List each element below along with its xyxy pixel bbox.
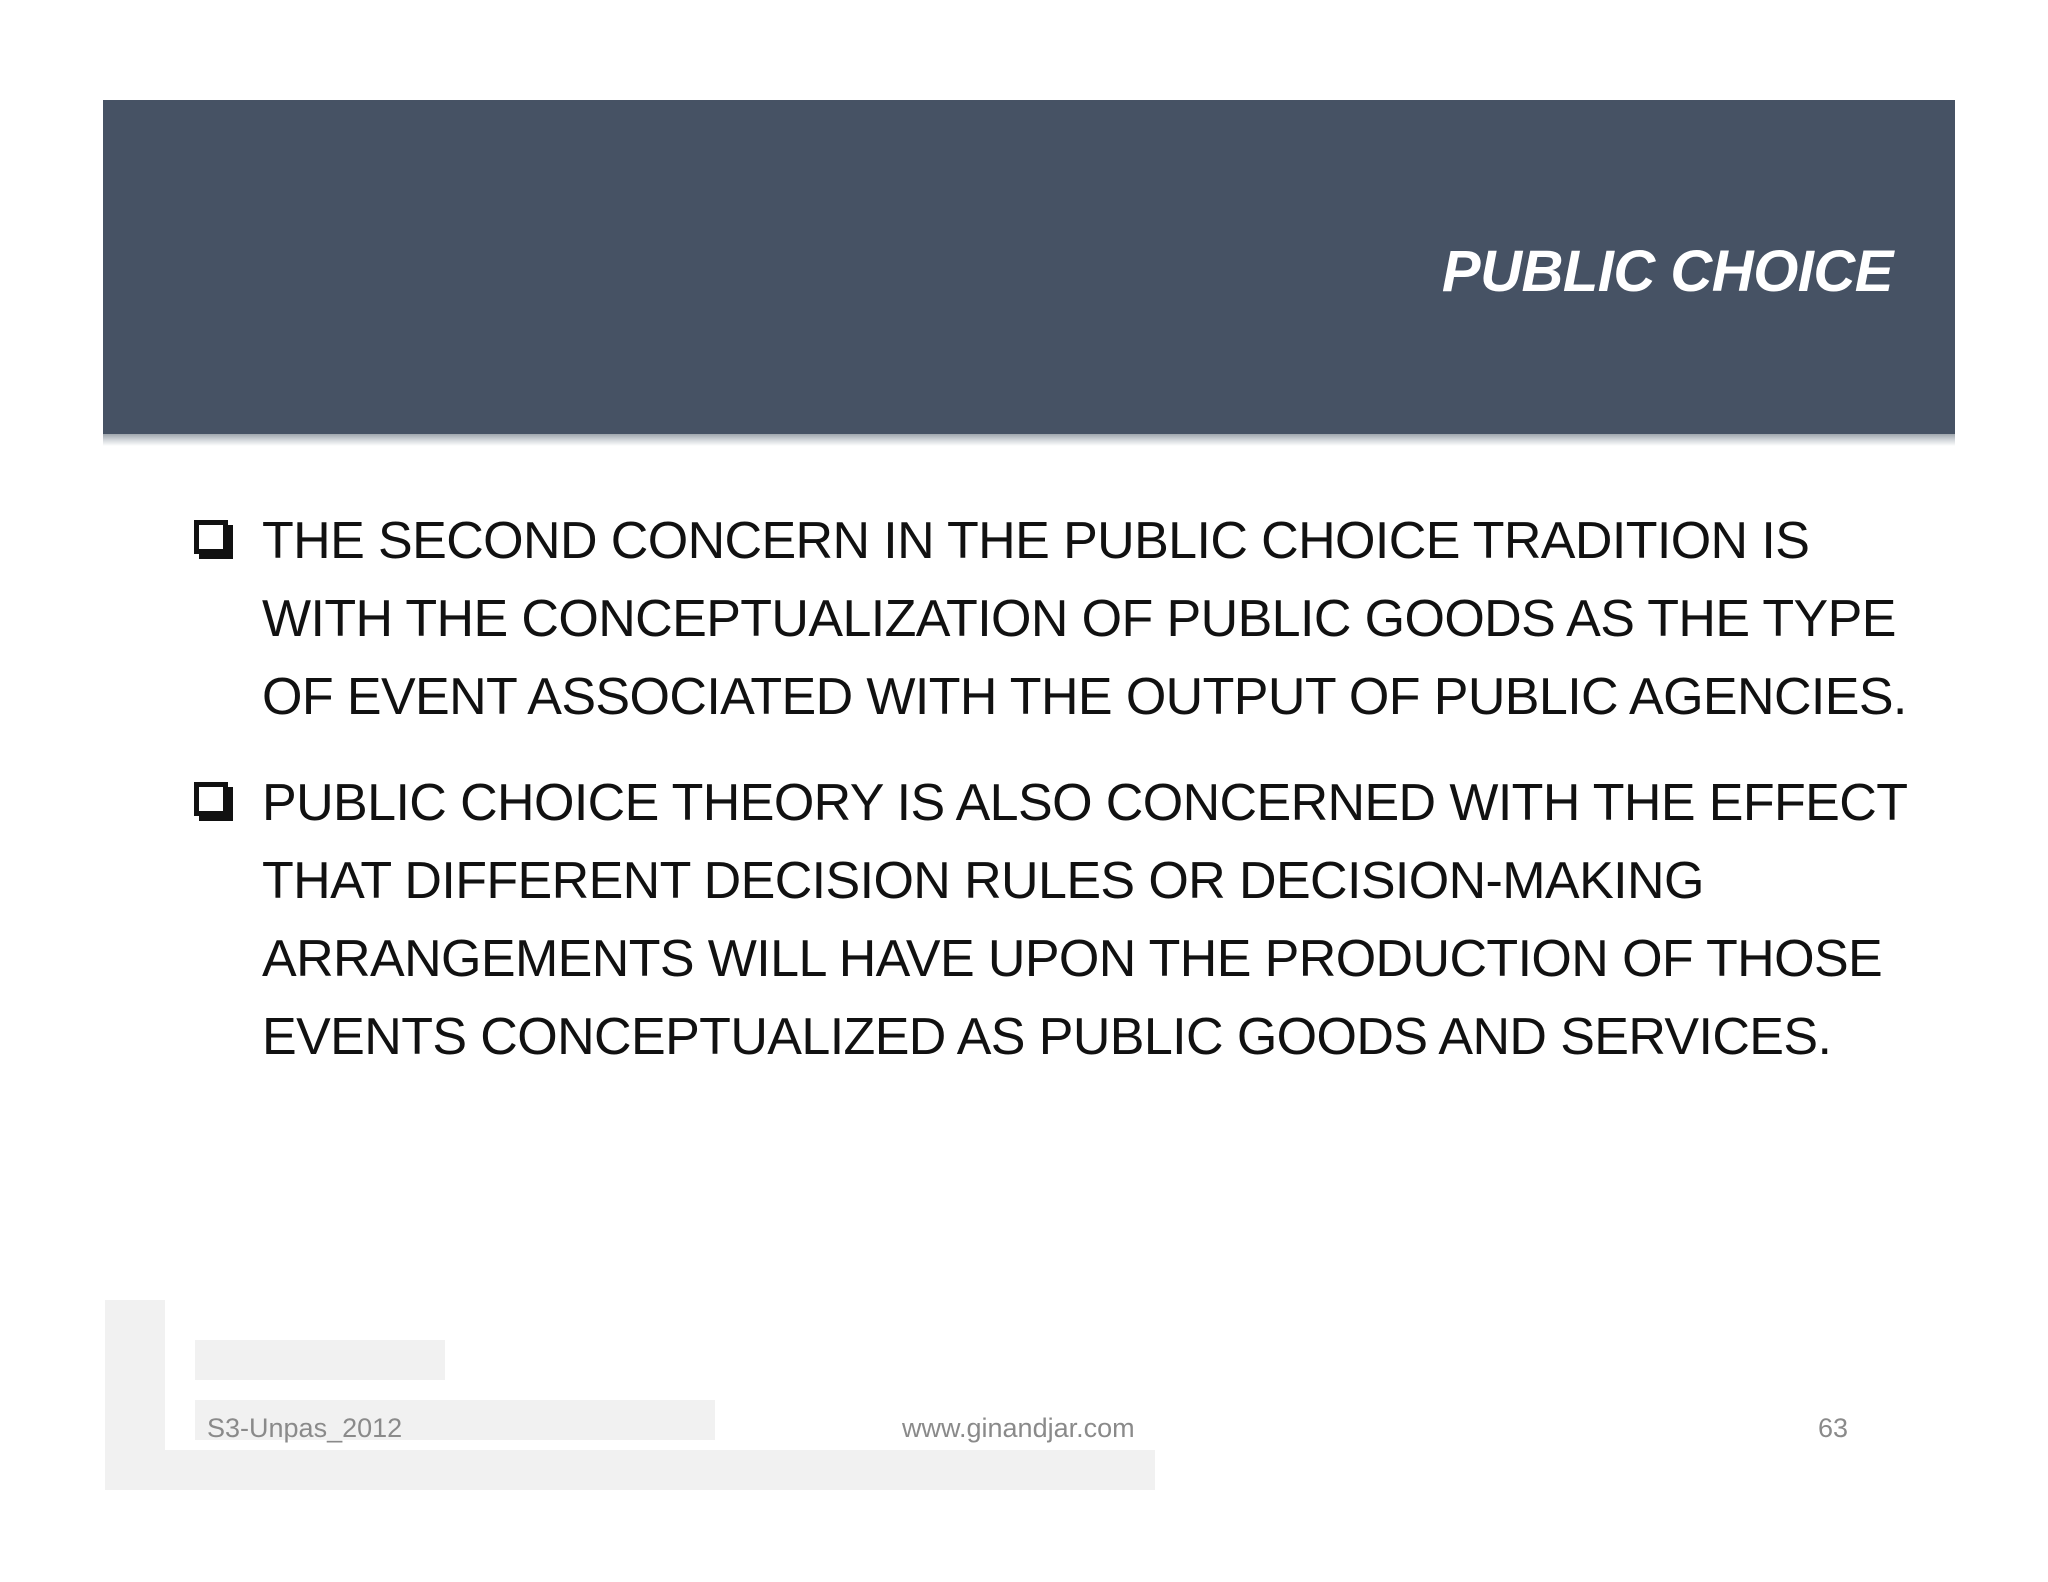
footer-website: www.ginandjar.com — [902, 1413, 1135, 1443]
bullet-item — [192, 502, 1912, 736]
bullet-item — [192, 764, 1912, 1076]
slide-title: PUBLIC CHOICE — [1441, 239, 1893, 304]
checkbox-bullet-icon — [194, 782, 228, 816]
page-number: 63 — [1817, 1413, 1848, 1443]
bullet-text: THE SECOND CONCERN IN THE PUBLIC CHOICE TRADITION IS WITH THE CONCEPTUALIZATION OF PUBLIC GOODS AS THE TYPE OF EVENT ASSOCIATED WITH THE OUTPUT OF PUBLIC AGENCIES. — [262, 512, 1907, 726]
footer-course-label: S3-Unpas_2012 — [207, 1413, 403, 1443]
title-banner-shadow — [103, 434, 1955, 446]
watermark-graphic — [105, 1280, 1155, 1490]
bullet-list — [192, 502, 1912, 1104]
bullet-text: PUBLIC CHOICE THEORY IS ALSO CONCERNED WITH THE EFFECT THAT DIFFERENT DECISION RULES OR DECISION-MAKING ARRANGEMENTS WILL HAVE UPON THE PRODUCTION OF THOSE EVENTS CONCEPTUALIZED AS PUBLIC GOODS AND SERVICES. — [262, 774, 1907, 1066]
checkbox-bullet-icon — [194, 520, 228, 554]
